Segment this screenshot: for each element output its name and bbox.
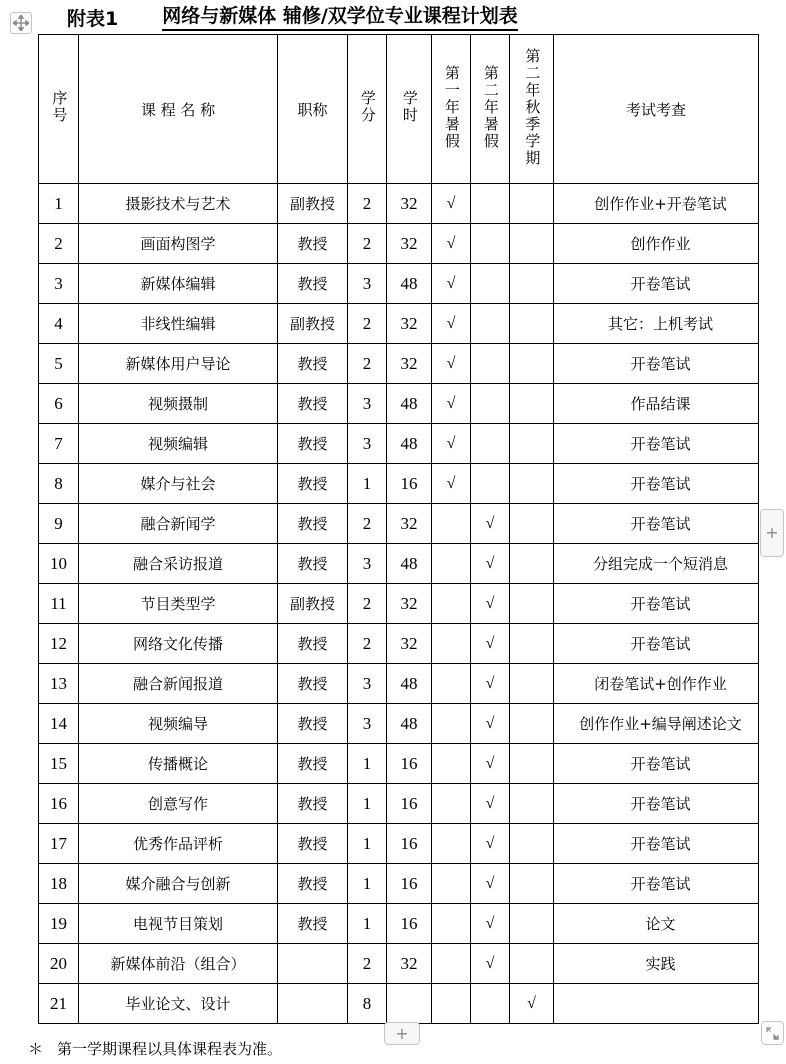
teacher-title-cell[interactable]: 教授: [278, 824, 348, 864]
diagonal-resize-arrows-icon: [765, 1026, 780, 1041]
year1-summer-cell[interactable]: √: [432, 464, 471, 504]
credits-cell[interactable]: 1: [348, 744, 387, 784]
year1-summer-cell[interactable]: √: [432, 384, 471, 424]
exam-cell[interactable]: 开卷笔试: [554, 424, 759, 464]
hours-cell[interactable]: 48: [387, 664, 432, 704]
credits-cell[interactable]: 3: [348, 384, 387, 424]
year2-summer-cell[interactable]: √: [471, 624, 510, 664]
hours-cell[interactable]: 32: [387, 224, 432, 264]
insert-row-button[interactable]: [384, 1022, 420, 1045]
row-number-cell[interactable]: 12: [39, 624, 79, 664]
year2-fall-cell[interactable]: [510, 224, 554, 264]
course-name-cell[interactable]: 节目类型学: [79, 584, 278, 624]
col-header-exam[interactable]: 考试考查: [554, 35, 759, 184]
course-name-cell[interactable]: 新媒体用户导论: [79, 344, 278, 384]
year1-summer-cell[interactable]: [432, 544, 471, 584]
exam-cell[interactable]: 开卷笔试: [554, 344, 759, 384]
table-row: [39, 904, 759, 944]
teacher-title-cell[interactable]: 教授: [278, 464, 348, 504]
course-name-cell[interactable]: 视频编导: [79, 704, 278, 744]
teacher-title-cell[interactable]: [278, 944, 348, 984]
hours-cell[interactable]: 16: [387, 864, 432, 904]
year1-summer-cell[interactable]: √: [432, 344, 471, 384]
table-row: [39, 384, 759, 424]
course-name-cell[interactable]: 视频摄制: [79, 384, 278, 424]
year2-summer-cell[interactable]: √: [471, 824, 510, 864]
exam-cell[interactable]: 作品结课: [554, 384, 759, 424]
course-name-cell[interactable]: 摄影技术与艺术: [79, 184, 278, 224]
year2-fall-cell[interactable]: [510, 344, 554, 384]
table-resize-handle[interactable]: [761, 1021, 784, 1045]
course-name-cell[interactable]: 媒介融合与创新: [79, 864, 278, 904]
exam-cell[interactable]: 创作作业+编导阐述论文: [554, 704, 759, 744]
teacher-title-cell[interactable]: 教授: [278, 264, 348, 304]
col-header-year1-summer[interactable]: 第一年暑假: [432, 35, 471, 184]
course-name-cell[interactable]: 融合新闻学: [79, 504, 278, 544]
course-name-cell[interactable]: 画面构图学: [79, 224, 278, 264]
exam-cell[interactable]: 开卷笔试: [554, 464, 759, 504]
footnote: [28, 1038, 282, 1059]
course-name-cell[interactable]: 网络文化传播: [79, 624, 278, 664]
exam-cell[interactable]: 开卷笔试: [554, 784, 759, 824]
credits-cell[interactable]: 2: [348, 584, 387, 624]
table-row: [39, 944, 759, 984]
table-row: [39, 704, 759, 744]
year2-summer-cell[interactable]: [471, 344, 510, 384]
credits-cell[interactable]: 8: [348, 984, 387, 1024]
year2-fall-cell[interactable]: [510, 464, 554, 504]
year1-summer-cell[interactable]: √: [432, 424, 471, 464]
footnote-text: 第一学期课程以具体课程表为准。: [57, 1040, 283, 1058]
table-row: [39, 264, 759, 304]
hours-cell[interactable]: 16: [387, 824, 432, 864]
year1-summer-cell[interactable]: √: [432, 264, 471, 304]
teacher-title-cell[interactable]: 教授: [278, 344, 348, 384]
credits-cell[interactable]: 1: [348, 824, 387, 864]
teacher-title-cell[interactable]: 副教授: [278, 304, 348, 344]
hours-cell[interactable]: 16: [387, 784, 432, 824]
year2-fall-cell[interactable]: [510, 624, 554, 664]
year2-summer-cell[interactable]: √: [471, 664, 510, 704]
course-name-cell[interactable]: 融合采访报道: [79, 544, 278, 584]
credits-cell[interactable]: 1: [348, 464, 387, 504]
table-row: [39, 864, 759, 904]
course-name-cell[interactable]: 新媒体编辑: [79, 264, 278, 304]
credits-cell[interactable]: 2: [348, 224, 387, 264]
teacher-title-cell[interactable]: 教授: [278, 224, 348, 264]
credits-cell[interactable]: 1: [348, 864, 387, 904]
credits-cell[interactable]: 2: [348, 504, 387, 544]
year1-summer-cell[interactable]: [432, 784, 471, 824]
year1-summer-cell[interactable]: √: [432, 304, 471, 344]
table-row: [39, 664, 759, 704]
year2-fall-cell[interactable]: [510, 704, 554, 744]
credits-cell[interactable]: 1: [348, 784, 387, 824]
teacher-title-cell[interactable]: 教授: [278, 544, 348, 584]
table-row: [39, 224, 759, 264]
year1-summer-cell[interactable]: [432, 944, 471, 984]
year2-fall-cell[interactable]: [510, 864, 554, 904]
exam-cell[interactable]: 开卷笔试: [554, 864, 759, 904]
col-header-credits[interactable]: 学分: [348, 35, 387, 184]
course-name-cell[interactable]: 媒介与社会: [79, 464, 278, 504]
row-number-cell[interactable]: 17: [39, 824, 79, 864]
table-row: [39, 344, 759, 384]
year1-summer-cell[interactable]: [432, 984, 471, 1024]
year2-summer-cell[interactable]: [471, 264, 510, 304]
exam-cell[interactable]: 实践: [554, 944, 759, 984]
row-number-cell[interactable]: 11: [39, 584, 79, 624]
year2-summer-cell[interactable]: [471, 184, 510, 224]
year2-fall-cell[interactable]: [510, 264, 554, 304]
year2-fall-cell[interactable]: [510, 504, 554, 544]
col-header-index[interactable]: 序号: [39, 35, 79, 184]
year2-fall-cell[interactable]: [510, 304, 554, 344]
year2-summer-cell[interactable]: [471, 464, 510, 504]
row-number-cell[interactable]: 8: [39, 464, 79, 504]
header-row: [39, 35, 759, 184]
year2-fall-cell[interactable]: [510, 544, 554, 584]
hours-cell[interactable]: 32: [387, 344, 432, 384]
year2-summer-cell[interactable]: √: [471, 784, 510, 824]
insert-column-button[interactable]: [760, 509, 784, 557]
credits-cell[interactable]: 3: [348, 424, 387, 464]
course-name-cell[interactable]: 传播概论: [79, 744, 278, 784]
table-move-handle[interactable]: [10, 12, 32, 34]
year1-summer-cell[interactable]: [432, 664, 471, 704]
credits-cell[interactable]: 2: [348, 184, 387, 224]
credits-cell[interactable]: 2: [348, 624, 387, 664]
year2-summer-cell[interactable]: √: [471, 504, 510, 544]
row-number-cell[interactable]: 6: [39, 384, 79, 424]
table-row: [39, 744, 759, 784]
credits-cell[interactable]: 3: [348, 544, 387, 584]
row-number-cell[interactable]: 4: [39, 304, 79, 344]
hours-cell[interactable]: 32: [387, 184, 432, 224]
plus-icon: +: [765, 523, 779, 542]
hours-cell[interactable]: 32: [387, 504, 432, 544]
year1-summer-cell[interactable]: [432, 824, 471, 864]
year2-summer-cell[interactable]: √: [471, 744, 510, 784]
year2-fall-cell[interactable]: [510, 384, 554, 424]
year2-fall-cell[interactable]: [510, 664, 554, 704]
plus-icon: +: [395, 1023, 409, 1043]
table-row: [39, 584, 759, 624]
year2-fall-cell[interactable]: [510, 584, 554, 624]
course-name-cell[interactable]: 融合新闻报道: [79, 664, 278, 704]
row-number-cell[interactable]: 20: [39, 944, 79, 984]
exam-cell[interactable]: 分组完成一个短消息: [554, 544, 759, 584]
row-number-cell[interactable]: 15: [39, 744, 79, 784]
year2-summer-cell[interactable]: √: [471, 704, 510, 744]
hours-cell[interactable]: 16: [387, 744, 432, 784]
year1-summer-cell[interactable]: [432, 504, 471, 544]
teacher-title-cell[interactable]: 教授: [278, 864, 348, 904]
teacher-title-cell[interactable]: 教授: [278, 744, 348, 784]
year2-fall-cell[interactable]: [510, 744, 554, 784]
row-number-cell[interactable]: 9: [39, 504, 79, 544]
exam-cell[interactable]: 开卷笔试: [554, 584, 759, 624]
row-number-cell[interactable]: 10: [39, 544, 79, 584]
year2-fall-cell[interactable]: [510, 784, 554, 824]
title-prefix: 附表1: [67, 8, 119, 30]
row-number-cell[interactable]: 7: [39, 424, 79, 464]
exam-cell[interactable]: 开卷笔试: [554, 744, 759, 784]
course-name-cell[interactable]: 电视节目策划: [79, 904, 278, 944]
course-plan-table: [38, 34, 759, 1024]
teacher-title-cell[interactable]: 教授: [278, 704, 348, 744]
course-name-cell[interactable]: 创意写作: [79, 784, 278, 824]
title-main: 网络与新媒体 辅修/双学位专业课程计划表: [162, 4, 518, 31]
teacher-title-cell[interactable]: 教授: [278, 384, 348, 424]
col-header-teacher-title[interactable]: 职称: [278, 35, 348, 184]
teacher-title-cell[interactable]: 教授: [278, 784, 348, 824]
table-row: [39, 784, 759, 824]
exam-cell[interactable]: 闭卷笔试+创作作业: [554, 664, 759, 704]
year2-fall-cell[interactable]: [510, 904, 554, 944]
course-name-cell[interactable]: 视频编辑: [79, 424, 278, 464]
move-cross-arrows-icon: [13, 15, 29, 31]
year2-summer-cell[interactable]: √: [471, 944, 510, 984]
year2-summer-cell[interactable]: √: [471, 544, 510, 584]
credits-cell[interactable]: 3: [348, 704, 387, 744]
teacher-title-cell[interactable]: 教授: [278, 664, 348, 704]
year2-summer-cell[interactable]: [471, 224, 510, 264]
teacher-title-cell[interactable]: 副教授: [278, 584, 348, 624]
document-title: [67, 4, 518, 31]
year1-summer-cell[interactable]: [432, 864, 471, 904]
row-number-cell[interactable]: 3: [39, 264, 79, 304]
credits-cell[interactable]: 2: [348, 944, 387, 984]
exam-cell[interactable]: 开卷笔试: [554, 264, 759, 304]
hours-cell[interactable]: 32: [387, 584, 432, 624]
exam-cell[interactable]: 开卷笔试: [554, 624, 759, 664]
exam-cell[interactable]: 论文: [554, 904, 759, 944]
course-name-cell[interactable]: 新媒体前沿（组合）: [79, 944, 278, 984]
row-number-cell[interactable]: 21: [39, 984, 79, 1024]
table-row: [39, 504, 759, 544]
table-row: [39, 464, 759, 504]
credits-cell[interactable]: 2: [348, 344, 387, 384]
year2-summer-cell[interactable]: √: [471, 864, 510, 904]
year2-summer-cell[interactable]: [471, 384, 510, 424]
row-number-cell[interactable]: 18: [39, 864, 79, 904]
hours-cell[interactable]: 32: [387, 944, 432, 984]
table-row: [39, 184, 759, 224]
exam-cell[interactable]: 创作作业+开卷笔试: [554, 184, 759, 224]
year1-summer-cell[interactable]: [432, 624, 471, 664]
row-number-cell[interactable]: 1: [39, 184, 79, 224]
year2-fall-cell[interactable]: [510, 184, 554, 224]
credits-cell[interactable]: 2: [348, 304, 387, 344]
exam-cell[interactable]: 开卷笔试: [554, 504, 759, 544]
row-number-cell[interactable]: 5: [39, 344, 79, 384]
year2-summer-cell[interactable]: √: [471, 904, 510, 944]
teacher-title-cell[interactable]: 教授: [278, 904, 348, 944]
teacher-title-cell[interactable]: 教授: [278, 424, 348, 464]
table-row: [39, 424, 759, 464]
hours-cell[interactable]: 16: [387, 464, 432, 504]
year2-summer-cell[interactable]: √: [471, 584, 510, 624]
hours-cell[interactable]: 48: [387, 704, 432, 744]
credits-cell[interactable]: 1: [348, 904, 387, 944]
year1-summer-cell[interactable]: √: [432, 224, 471, 264]
table-row: [39, 304, 759, 344]
table-body: [39, 184, 759, 1024]
course-name-cell[interactable]: 非线性编辑: [79, 304, 278, 344]
year2-fall-cell[interactable]: [510, 944, 554, 984]
table-row: [39, 544, 759, 584]
hours-cell[interactable]: 48: [387, 384, 432, 424]
footnote-marker: ＊: [28, 1040, 44, 1058]
year1-summer-cell[interactable]: [432, 704, 471, 744]
row-number-cell[interactable]: 2: [39, 224, 79, 264]
teacher-title-cell[interactable]: 教授: [278, 504, 348, 544]
row-number-cell[interactable]: 14: [39, 704, 79, 744]
hours-cell[interactable]: 32: [387, 624, 432, 664]
credits-cell[interactable]: 3: [348, 664, 387, 704]
year1-summer-cell[interactable]: √: [432, 184, 471, 224]
hours-cell[interactable]: 48: [387, 424, 432, 464]
year1-summer-cell[interactable]: [432, 584, 471, 624]
col-header-course[interactable]: 课 程 名 称: [79, 35, 278, 184]
year2-fall-cell[interactable]: [510, 824, 554, 864]
year2-summer-cell[interactable]: [471, 424, 510, 464]
teacher-title-cell[interactable]: 副教授: [278, 184, 348, 224]
row-number-cell[interactable]: 13: [39, 664, 79, 704]
row-number-cell[interactable]: 19: [39, 904, 79, 944]
year2-fall-cell[interactable]: √: [510, 984, 554, 1024]
credits-cell[interactable]: 3: [348, 264, 387, 304]
table-row: [39, 824, 759, 864]
exam-cell[interactable]: 创作作业: [554, 224, 759, 264]
table-row: [39, 984, 759, 1024]
year2-summer-cell[interactable]: [471, 304, 510, 344]
course-name-cell[interactable]: 优秀作品评析: [79, 824, 278, 864]
col-header-year2-summer[interactable]: 第二年暑假: [471, 35, 510, 184]
row-number-cell[interactable]: 16: [39, 784, 79, 824]
hours-cell[interactable]: 16: [387, 904, 432, 944]
year2-fall-cell[interactable]: [510, 424, 554, 464]
col-header-year2-fall[interactable]: 第二年秋季学期: [510, 35, 554, 184]
exam-cell[interactable]: 开卷笔试: [554, 824, 759, 864]
hours-cell[interactable]: [387, 984, 432, 1024]
hours-cell[interactable]: 48: [387, 264, 432, 304]
col-header-hours[interactable]: 学时: [387, 35, 432, 184]
hours-cell[interactable]: 32: [387, 304, 432, 344]
hours-cell[interactable]: 48: [387, 544, 432, 584]
teacher-title-cell[interactable]: 教授: [278, 624, 348, 664]
table-row: [39, 624, 759, 664]
year1-summer-cell[interactable]: [432, 744, 471, 784]
year1-summer-cell[interactable]: [432, 904, 471, 944]
exam-cell[interactable]: 其它：上机考试: [554, 304, 759, 344]
exam-cell[interactable]: [554, 984, 759, 1024]
course-name-cell[interactable]: 毕业论文、设计: [79, 984, 278, 1024]
year2-summer-cell[interactable]: [471, 984, 510, 1024]
teacher-title-cell[interactable]: [278, 984, 348, 1024]
